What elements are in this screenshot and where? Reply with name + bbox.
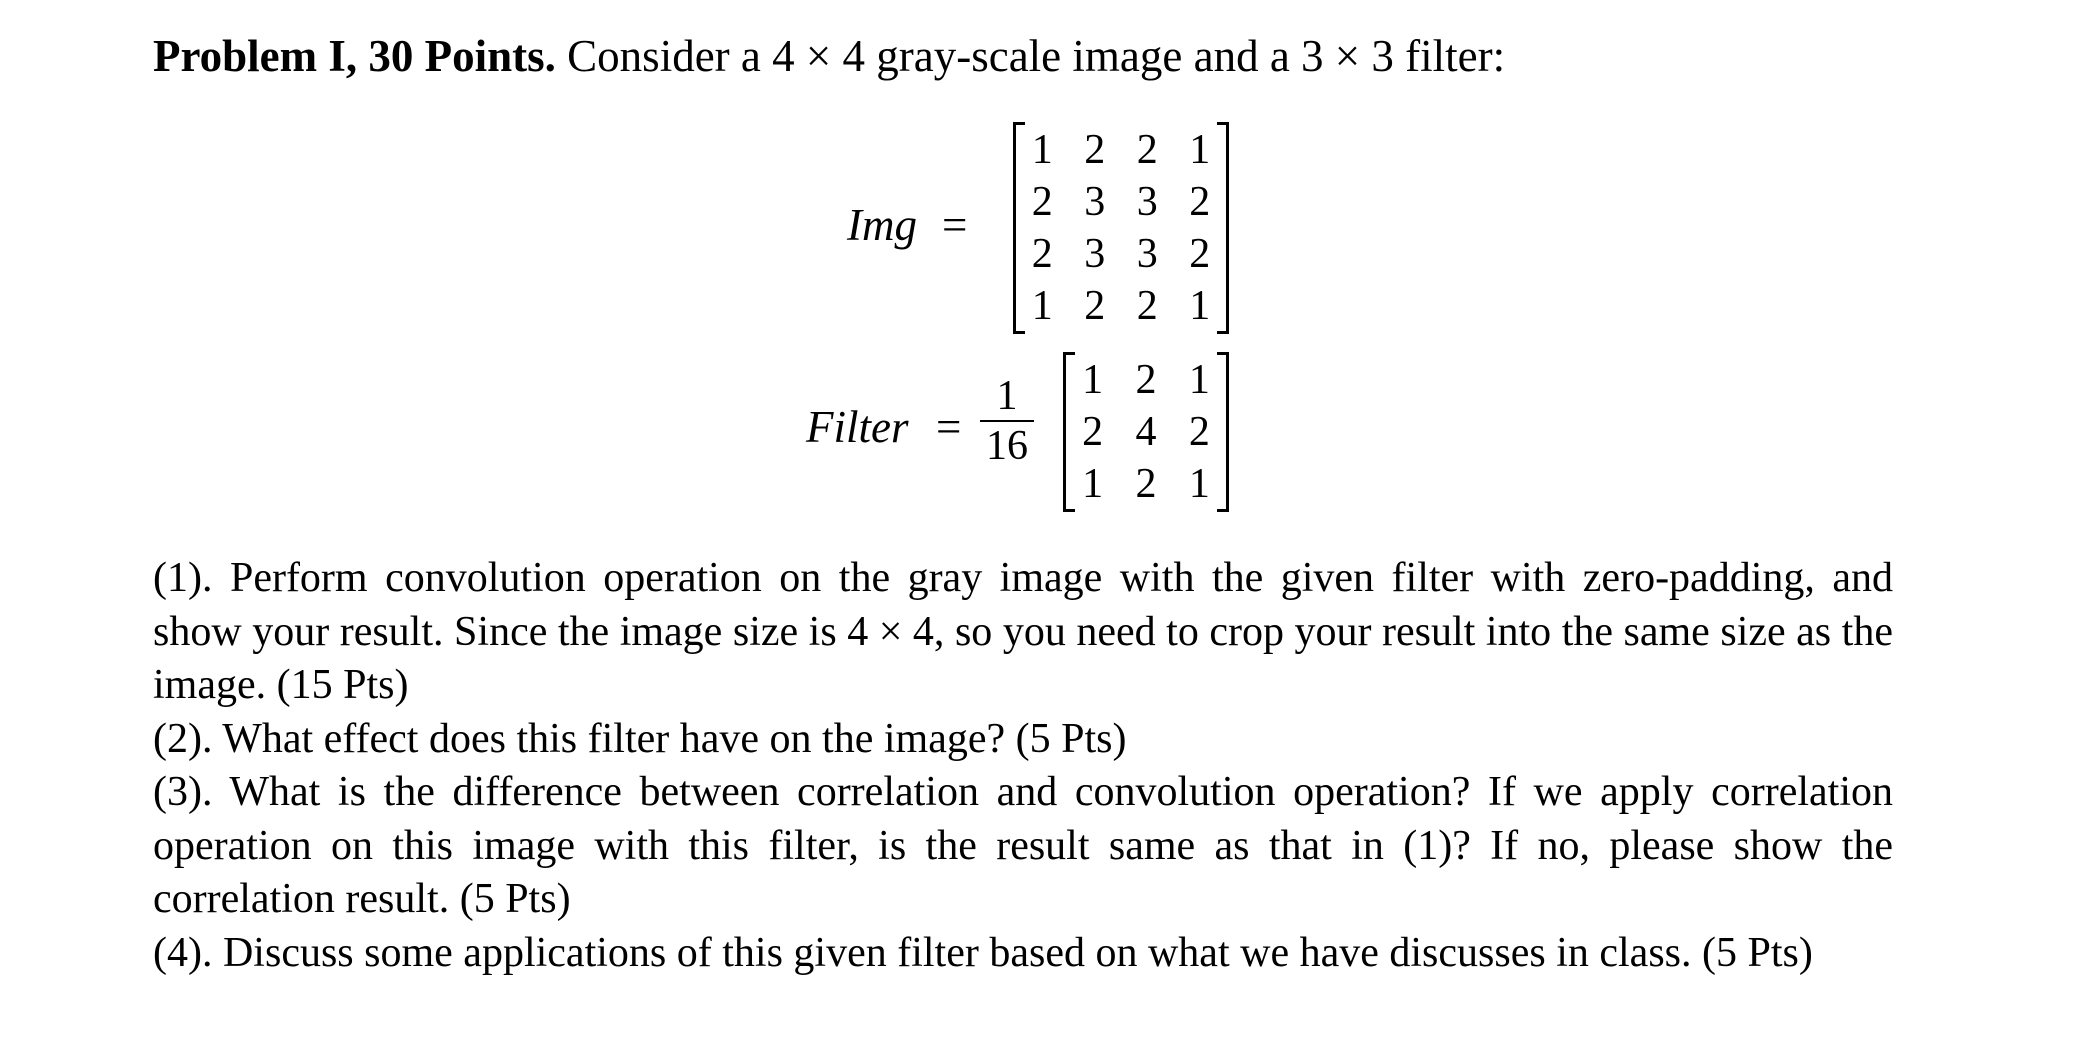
problem-title: Problem I, 30 Points. bbox=[153, 31, 556, 81]
question-1: (1). Perform convolution operation on the gray image with the given filter with zero-padding, and show your result. Since the image size is 4 × 4, so you need to crop your result into the same size as the image. (15 Pts) bbox=[153, 555, 1893, 708]
filter-label: Filter bbox=[806, 402, 909, 452]
filter-cell: 1 bbox=[1082, 461, 1104, 507]
filter-cell: 2 bbox=[1188, 409, 1210, 455]
filter-equals-sign: = bbox=[936, 402, 962, 452]
question-4: (4). Discuss some applications of this given filter based on what we have discusses in class. (5 Pts) bbox=[153, 929, 1813, 976]
filter-cell: 1 bbox=[1188, 357, 1210, 403]
img-cell: 1 bbox=[1189, 283, 1211, 329]
problem-heading bbox=[153, 28, 1505, 84]
img-matrix bbox=[1013, 122, 1229, 334]
img-cell: 2 bbox=[1031, 179, 1053, 225]
img-cell: 3 bbox=[1136, 179, 1158, 225]
filter-cell: 2 bbox=[1135, 357, 1157, 403]
fraction-numerator: 1 bbox=[980, 372, 1034, 422]
img-cell: 1 bbox=[1031, 127, 1053, 173]
img-cell: 3 bbox=[1136, 231, 1158, 277]
fraction-denominator: 16 bbox=[986, 423, 1028, 469]
img-cell: 2 bbox=[1189, 179, 1211, 225]
img-cell: 3 bbox=[1084, 231, 1106, 277]
img-label: Img bbox=[847, 200, 917, 250]
img-cell: 1 bbox=[1031, 283, 1053, 329]
filter-cell: 4 bbox=[1135, 409, 1157, 455]
filter-cell: 2 bbox=[1135, 461, 1157, 507]
img-cell: 2 bbox=[1031, 231, 1053, 277]
img-cell: 1 bbox=[1189, 127, 1211, 173]
question-2: (2). What effect does this filter have on the image? (5 Pts) bbox=[153, 715, 1127, 762]
filter-cell: 1 bbox=[1188, 461, 1210, 507]
filter-cell: 2 bbox=[1082, 409, 1104, 455]
img-cell: 2 bbox=[1136, 283, 1158, 329]
filter-matrix bbox=[1063, 352, 1229, 512]
filter-scale-fraction bbox=[980, 372, 1034, 470]
img-cell: 2 bbox=[1189, 231, 1211, 277]
img-cell: 2 bbox=[1084, 283, 1106, 329]
img-cell: 3 bbox=[1084, 179, 1106, 225]
img-equals-sign: = bbox=[942, 200, 968, 250]
problem-intro: Consider a 4 × 4 gray-scale image and a 3 × 3 filter: bbox=[567, 31, 1506, 81]
filter-cell: 1 bbox=[1082, 357, 1104, 403]
question-3: (3). What is the difference between correlation and convolution operation? If we apply correlation operation on this image with this filter, is the result same as that in (1)? If no, please show the correlation result. (5 Pts) bbox=[153, 769, 1893, 922]
question-list bbox=[153, 552, 1893, 980]
img-cell: 2 bbox=[1084, 127, 1106, 173]
img-cell: 2 bbox=[1136, 127, 1158, 173]
